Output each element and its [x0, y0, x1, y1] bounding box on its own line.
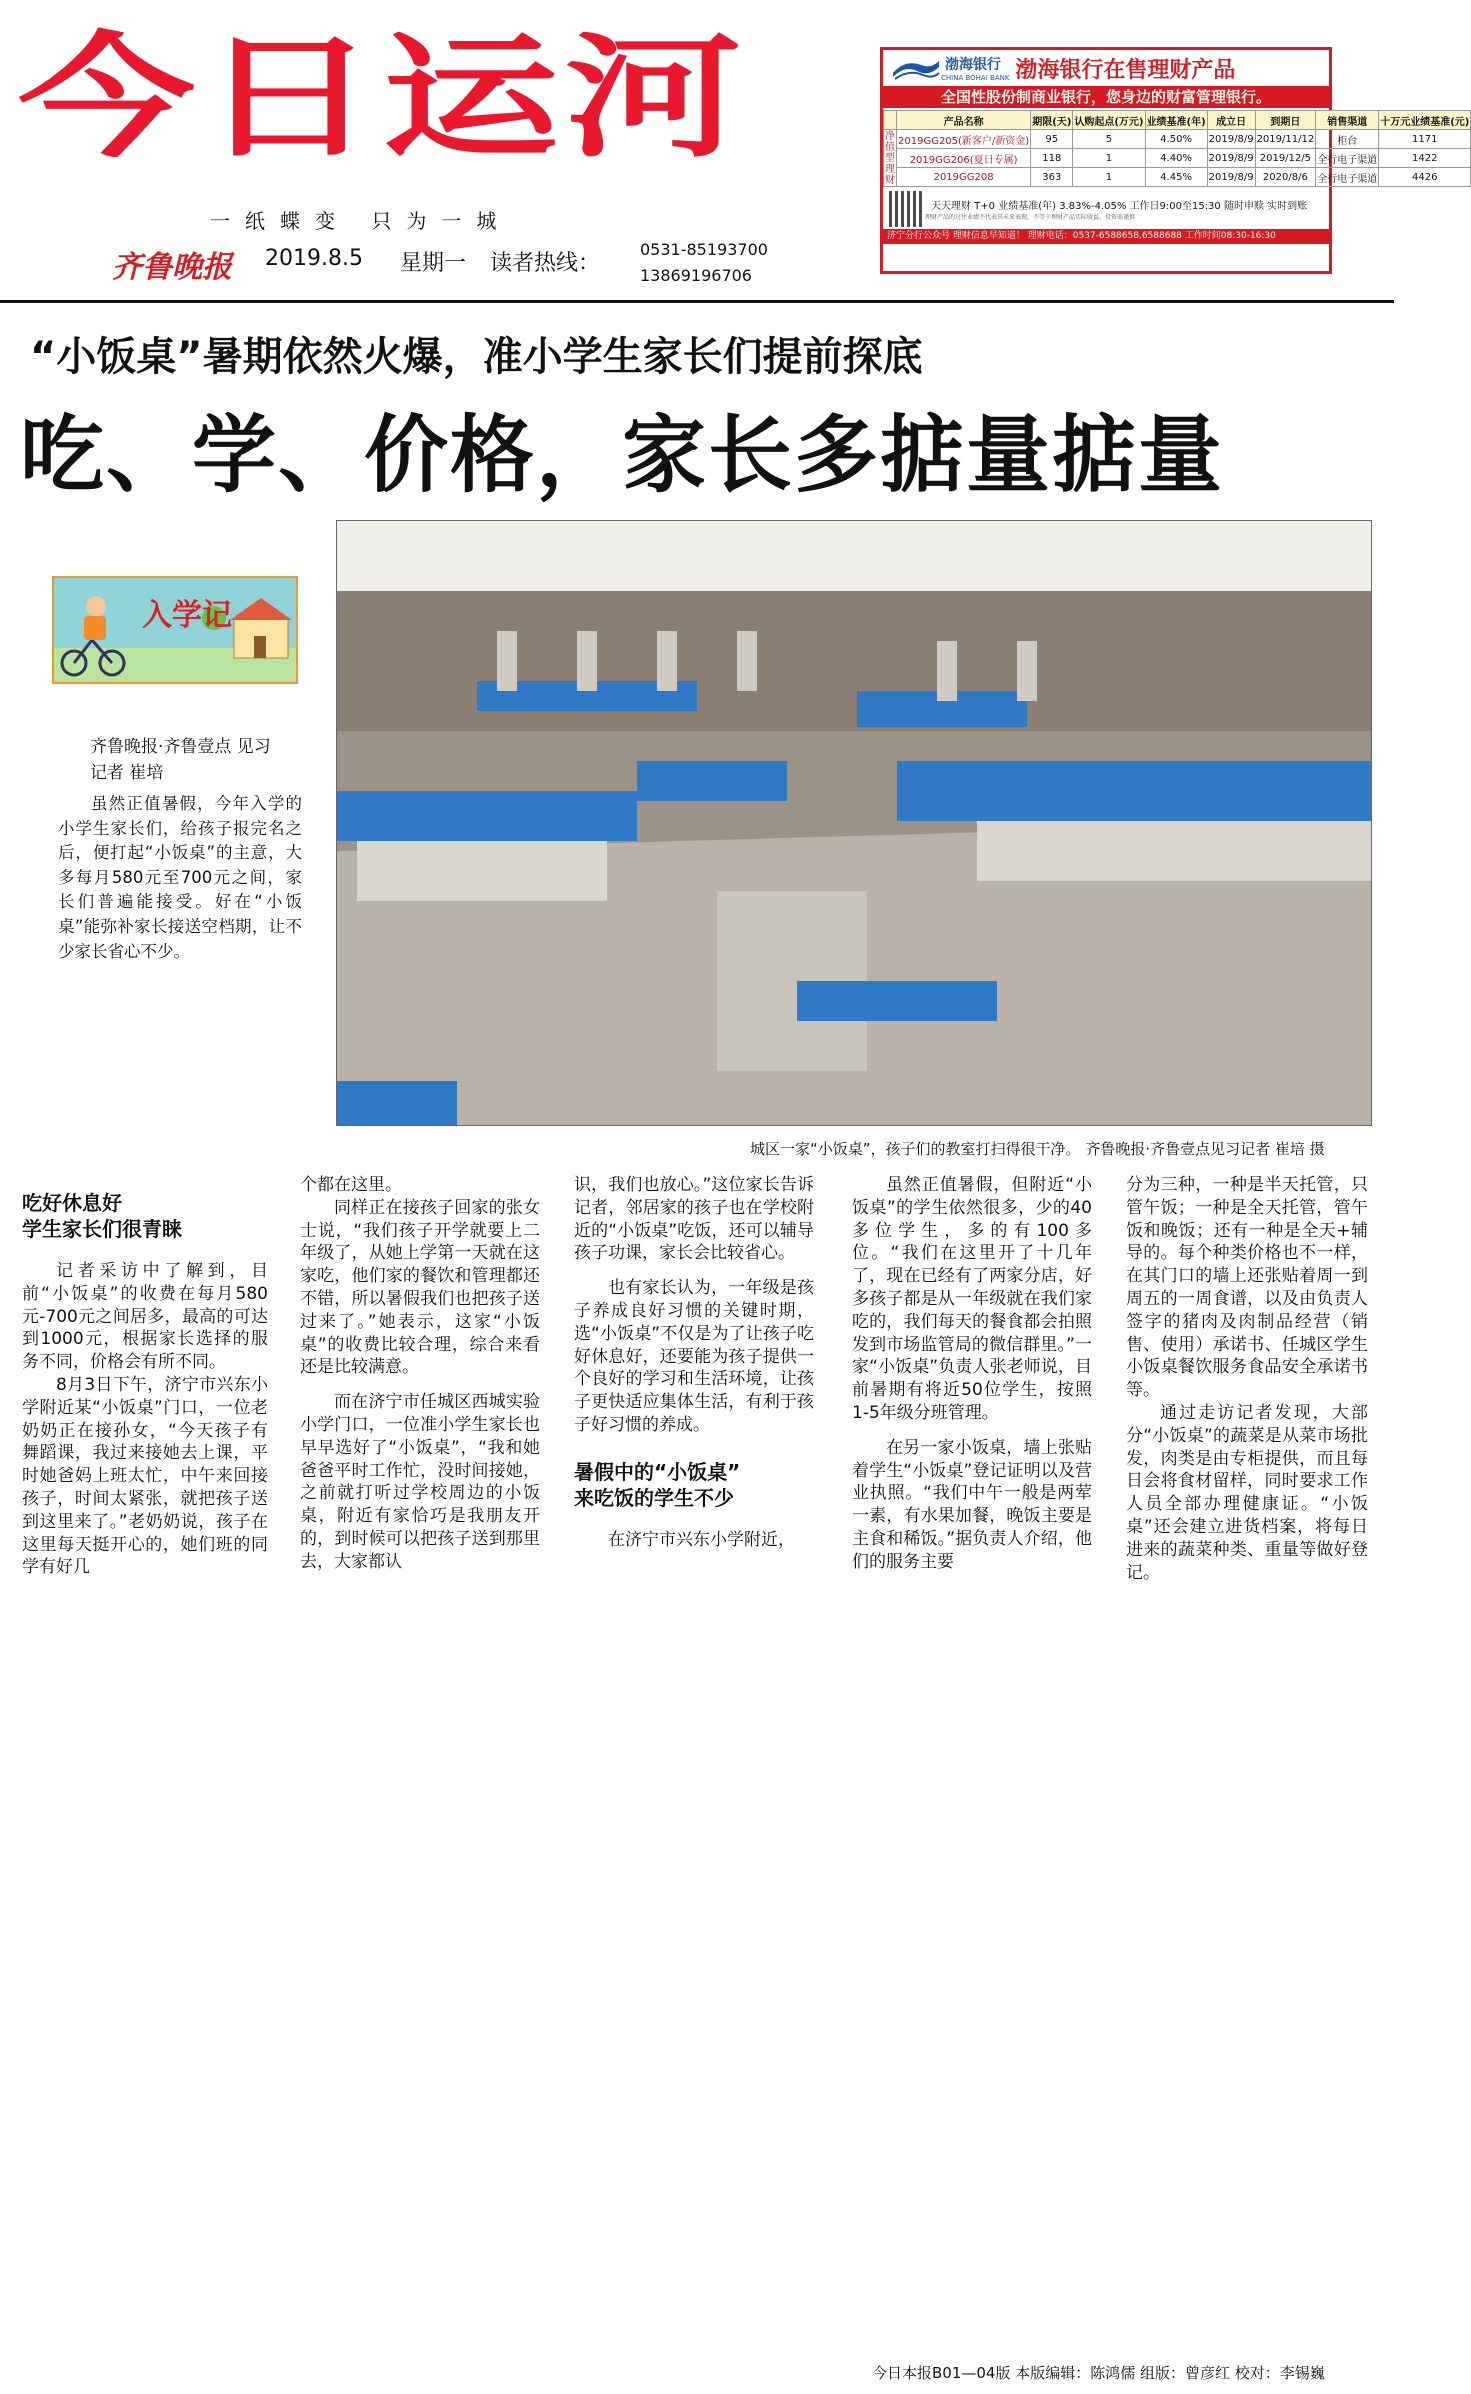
article-paragraph: 通过走访记者发现，大部分“小饭桌”的蔬菜是从菜市场批发，肉类是由专柜提供，而且每日会将食材留样，同时要求工作人员全部办理健康证。“小饭桌”还会建立进货档案，将每日进来的蔬菜种类、重量等做好登记。	[1126, 1402, 1368, 1583]
publication-date: 2019.8.5	[265, 246, 363, 271]
ad-table-cell: 4426	[1379, 168, 1471, 187]
classroom-photo	[336, 520, 1372, 1126]
ad-title: 渤海银行在售理财产品	[1015, 57, 1236, 83]
ad-table-cell: 2020/8/6	[1255, 168, 1316, 187]
newspaper-brand: 齐鲁晚报	[112, 250, 232, 285]
ad-table-cell: 柜台	[1316, 130, 1379, 149]
masthead	[18, 20, 778, 188]
qr-code-icon	[889, 191, 925, 227]
article-paragraph: 8月3日下午，济宁市兴东小学附近某“小饭桌”门口，一位老奶奶正在接孙女，“今天孩子有舞蹈课，我过来接她去上课，平时她爸妈上班太忙，中午来回接孩子，时间太紧张，就把孩子送到这里来了。”老奶奶说，孩子在这里每天挺开心的，她们班的同学有好几	[22, 1374, 268, 1578]
hotline-phone-1: 0531-85193700	[640, 240, 768, 259]
ad-table-cell: 2019/8/9	[1207, 149, 1255, 168]
section-heading-2: 暑假中的“小饭桌” 来吃饭的学生不少	[574, 1459, 741, 1510]
ad-product-table	[883, 110, 1471, 187]
ad-table-header-cell: 认购起点(万元)	[1073, 111, 1145, 130]
column-badge-label: 入学记	[142, 598, 232, 633]
ad-table-cell: 5	[1073, 130, 1145, 149]
photo-caption: 城区一家“小饭桌”，孩子们的教室打扫得很干净。 齐鲁晚报·齐鲁壹点见习记者 崔培 摄	[750, 1140, 1325, 1158]
ad-table-header-cell: 产品名称	[897, 111, 1031, 130]
ad-table-header-cell: 业绩基准(年)	[1145, 111, 1207, 130]
page-footer-credits: 今日本报B01—04版 本版编辑：陈鸿儒 组版：曾彦红 校对：李锡巍	[872, 2364, 1325, 2382]
ad-table-cell: 1422	[1379, 149, 1471, 168]
classroom-photo-image	[337, 521, 1371, 1125]
ad-table-group-label: 净值型理财	[885, 130, 895, 186]
ad-table-header-cell: 成立日	[1207, 111, 1255, 130]
subheadline: “小饭桌”暑期依然火爆，准小学生家长们提前探底	[30, 334, 923, 380]
ad-table-cell: 363	[1031, 168, 1073, 187]
ad-table-header-cell: 到期日	[1255, 111, 1316, 130]
article-column-3	[574, 1174, 814, 1552]
article-column-2	[300, 1174, 540, 1574]
ad-table-cell: 4.40%	[1145, 149, 1207, 168]
ad-footer-line: 天天理财 T+0 业绩基准(年) 3.83%-4.05% 工作日9:00至15:30 随时申赎 实时到账	[931, 201, 1308, 212]
ad-table-cell: 2019/12/5	[1255, 149, 1316, 168]
article-paragraph: 虽然正值暑假，但附近“小饭桌”的学生依然很多，少的40多位学生，多的有100多位。“我们在这里开了十几年了，现在已经有了两家分店，好多孩子都是从一年级就在我们家吃的，我们每天的餐食都会拍照发到市场监管局的微信群里。”一家“小饭桌”负责人张老师说，目前暑期有将近50位学生，按照1-5年级分班管理。	[852, 1175, 1092, 1423]
article-column-5	[1126, 1174, 1368, 1584]
article-paragraph: 而在济宁市任城区西城实验小学门口，一位准小学生家长也早早选好了“小饭桌”，“我和她爸爸平时工作忙，没时间接她，之前就打听过学校周边的小饭桌，附近有家恰巧是我朋友开的，到时候可以把孩子送到那里去，大家都认	[300, 1392, 540, 1572]
lead-paragraph	[58, 792, 302, 964]
ad-table-header-cell: 销售渠道	[1316, 111, 1379, 130]
ad-table-cell: 1	[1073, 149, 1145, 168]
ad-table-cell: 2019GG208	[897, 168, 1031, 187]
ad-bank-name: 渤海银行	[945, 57, 1001, 73]
ad-table-body	[884, 130, 1471, 187]
article-paragraph: 识，我们也放心。”这位家长告诉记者，邻居家的孩子也在学校附近的“小饭桌”吃饭，还可以辅导孩子功课，家长会比较省心。	[574, 1175, 814, 1264]
ad-table-cell: 4.50%	[1145, 130, 1207, 149]
hotline-phone-2: 13869196706	[640, 266, 752, 285]
ad-header	[883, 50, 1329, 86]
ad-table-cell: 118	[1031, 149, 1073, 168]
hotline-label: 读者热线：	[490, 251, 601, 276]
ad-table-header-cell	[884, 111, 897, 130]
article-paragraph: 同样正在接孩子回家的张女士说，“我们孩子开学就要上二年级了，从她上学第一天就在这家吃，他们家的餐饮和管理都还不错，所以暑假我们也把孩子送过来了。”她表示，这家“小饭桌”的收费比较合理，综合来看还是比较满意。	[300, 1197, 540, 1378]
ad-table-cell: 1	[1073, 168, 1145, 187]
article-paragraph: 在济宁市兴东小学附近，	[608, 1529, 795, 1550]
article-paragraph: 也有家长认为，一年级是孩子养成良好习惯的关键时期，选“小饭桌”不仅是为了让孩子吃好休息好，还要能为孩子提供一个良好的学习和生活环境，让孩子更快适应集体生活，有利于孩子好习惯的养成。	[574, 1278, 814, 1435]
article-paragraph: 个都在这里。	[300, 1175, 402, 1195]
ad-table-row	[884, 130, 1471, 149]
masthead-divider	[0, 300, 1394, 303]
ad-table-cell: 4.45%	[1145, 168, 1207, 187]
lead-text: 虽然正值暑假，今年入学的小学生家长们，给孩子报完名之后，便打起“小饭桌”的主意，大多每月580元至700元之间，家长们普遍能接受。好在“小饭桌”能弥补家长接送空档期，让不少家长省心不少。	[58, 794, 302, 961]
weekday: 星期一	[400, 251, 467, 276]
article-paragraph: 记者采访中了解到，目前“小饭桌”的收费在每月580元-700元之间居多，最高的可达到1000元，根据家长选择的服务不同，价格会有所不同。	[22, 1261, 268, 1373]
ad-table-row	[884, 149, 1471, 168]
ad-footer-note: 理财产品的过往业绩不代表其未来表现，不等于理财产品实际收益，投资需谨慎	[925, 214, 1136, 221]
article-paragraph: 分为三种，一种是半天托管，只管午饭；一种是全天托管，管午饭和晚饭；还有一种是全天+辅导的。每个种类价格也不一样，在其门口的墙上还张贴着周一到周五的一周食谱，以及由负责人签字的猪肉及肉制品经营（销售、使用）承诺书、任城区学生小饭桌餐饮服务食品安全承诺书等。	[1126, 1175, 1368, 1401]
ad-table-cell: 全行电子渠道	[1316, 149, 1379, 168]
bank-logo-icon	[891, 55, 941, 81]
ad-table-cell: 95	[1031, 130, 1073, 149]
ad-footer	[883, 191, 1329, 227]
ad-slogan: 全国性股份制商业银行，您身边的财富管理银行。	[883, 86, 1329, 108]
ad-table-cell: 2019/11/12	[1255, 130, 1316, 149]
ad-table-cell: 2019GG206(夏日专属)	[897, 149, 1031, 168]
ad-table-cell: 2019/8/9	[1207, 130, 1255, 149]
ad-bank-name-block	[941, 54, 1009, 82]
masthead-title: 今日运河	[18, 20, 747, 176]
article-column-4	[852, 1174, 1092, 1574]
masthead-slogan: 一纸蝶变 只为一城	[210, 209, 512, 233]
ad-table-header-cell: 期限(天)	[1031, 111, 1073, 130]
ad-bottom-bar: 济宁分行公众号 理财信息早知道！ 理财电话：0537-6588658,6588688 工作时间08:30-16:30	[883, 229, 1329, 244]
ad-table-cell: 1171	[1379, 130, 1471, 149]
byline-line-1: 齐鲁晚报·齐鲁壹点 见习	[90, 737, 271, 757]
article-paragraph: 在另一家小饭桌，墙上张贴着学生“小饭桌”登记证明以及营业执照。“我们中午一般是两荤一素，有水果加餐，晚饭主要是主食和稀饭。”据负责人介绍，他们的服务主要	[852, 1437, 1092, 1572]
article-column-1	[22, 1190, 268, 1579]
ad-table-cell: 2019/8/9	[1207, 168, 1255, 187]
ad-table-row	[884, 168, 1471, 187]
ad-table-header	[884, 111, 1471, 130]
bank-advertisement	[880, 47, 1470, 274]
section-heading-1: 吃好休息好 学生家长们很青睐	[22, 1191, 182, 1241]
byline-line-2: 记者 崔培	[90, 763, 164, 783]
ad-table-cell: 全行电子渠道	[1316, 168, 1379, 187]
ad-table-header-cell: 十万元业绩基准(元)	[1379, 111, 1471, 130]
headline: 吃、学、价格，家长多掂量掂量	[20, 406, 1225, 504]
ad-footer-text-block	[925, 197, 1307, 221]
ad-table-cell: 2019GG205(新客户/新资金)	[897, 130, 1031, 149]
ad-bank-name-en: CHINA BOHAI BANK	[941, 74, 1010, 82]
